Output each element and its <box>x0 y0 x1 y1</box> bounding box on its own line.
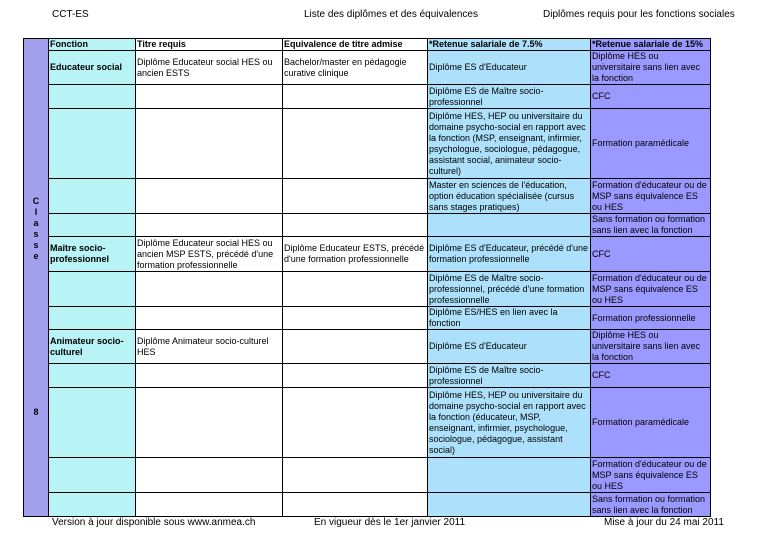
retenue75-cell: Diplôme ES d'Educateur <box>428 51 591 85</box>
equivalence-educateur: Bachelor/master en pédagogie curative clinique <box>283 51 428 85</box>
titre-animateur: Diplôme Animateur socio-culturel HES <box>136 330 283 364</box>
retenue75-cell: Diplôme ES/HES en lien avec la fonction <box>428 307 591 330</box>
retenue15-cell: Diplôme HES ou universitaire sans lien avec la fonction <box>591 330 711 364</box>
retenue75-cell: Diplôme ES de Maître socio-professionnel, précédé d'une formation professionnelle <box>428 272 591 307</box>
retenue15-cell: CFC <box>591 237 711 272</box>
retenue15-cell: CFC <box>591 364 711 388</box>
header-titre: Titre requis <box>136 39 283 51</box>
header-title: Liste des diplômes et des équivalences <box>304 9 478 20</box>
diploma-table <box>23 38 711 517</box>
retenue15-cell: Sans formation ou formation sans lien avec la fonction <box>591 214 711 237</box>
titre-maitre: Diplôme Educateur social HES ou ancien MSP ESTS, précédé d'une formation professionnelle <box>136 237 283 272</box>
retenue15-cell: Formation d'éducateur ou de MSP sans équivalence ES ou HES <box>591 458 711 493</box>
header-equivalence: Equivalence de titre admise <box>283 39 428 51</box>
header-left: CCT-ES <box>52 9 89 20</box>
retenue75-cell: Diplôme ES d'Educateur, précédé d'une formation professionnelle <box>428 237 591 272</box>
header-retenue-15: *Retenue salariale de 15% <box>591 39 711 51</box>
fonction-maitre: Maître socio-professionnel <box>49 237 136 272</box>
equivalence-maitre: Diplôme Educateur ESTS, précédé d'une formation professionnelle <box>283 237 428 272</box>
retenue75-cell: Diplôme ES de Maître socio-professionnel <box>428 85 591 109</box>
retenue15-cell: Formation d'éducateur ou de MSP sans équivalence ES ou HES <box>591 179 711 214</box>
retenue15-cell: Formation paramédicale <box>591 388 711 458</box>
retenue15-cell: Formation paramédicale <box>591 109 711 179</box>
footer-updated: Mise à jour du 24 mai 2011 <box>604 517 724 528</box>
header-right: Diplômes requis pour les fonctions sociales <box>543 9 735 20</box>
retenue15-cell: Formation d'éducateur ou de MSP sans équivalence ES ou HES <box>591 272 711 307</box>
header-retenue-75: *Retenue salariale de 7.5% <box>428 39 591 51</box>
retenue15-cell: Diplôme HES ou universitaire sans lien avec la fonction <box>591 51 711 85</box>
retenue75-cell: Diplôme ES de Maître socio-professionnel <box>428 364 591 388</box>
classe-label: C l a s s e <box>32 196 40 261</box>
retenue75-cell: Diplôme HES, HEP ou universitaire du domaine psycho-social en rapport avec la fonction (MSP, enseignant, infirmier, psychologue, sociologue, pédagogue, assistant social, animateur socio-culturel) <box>428 109 591 179</box>
header-fonction: Fonction <box>49 39 136 51</box>
fonction-animateur: Animateur socio-culturel <box>49 330 136 364</box>
fonction-educateur: Educateur social <box>49 51 136 85</box>
titre-educateur: Diplôme Educateur social HES ou ancien ESTS <box>136 51 283 85</box>
retenue15-cell: CFC <box>591 85 711 109</box>
classe-number: 8 <box>33 407 39 417</box>
retenue75-cell: Diplôme ES d'Educateur <box>428 330 591 364</box>
retenue75-cell: Master en sciences de l'éducation, option éducation spécialisée (cursus sans stages pratiques) <box>428 179 591 214</box>
retenue75-cell: Diplôme HES, HEP ou universitaire du domaine psycho-social en rapport avec la fonction (éducateur, MSP, enseignant, infirmier, psychologue, sociologue, pédagogue, assistant social) <box>428 388 591 458</box>
footer-version: Version à jour disponible sous www.anmea.ch <box>52 517 256 528</box>
footer-valid-from: En vigueur dès le 1er janvier 2011 <box>314 517 466 528</box>
retenue15-cell: Sans formation ou formation sans lien avec la fonction <box>591 493 711 517</box>
classe-sidebar <box>24 39 49 517</box>
retenue15-cell: Formation professionnelle <box>591 307 711 330</box>
